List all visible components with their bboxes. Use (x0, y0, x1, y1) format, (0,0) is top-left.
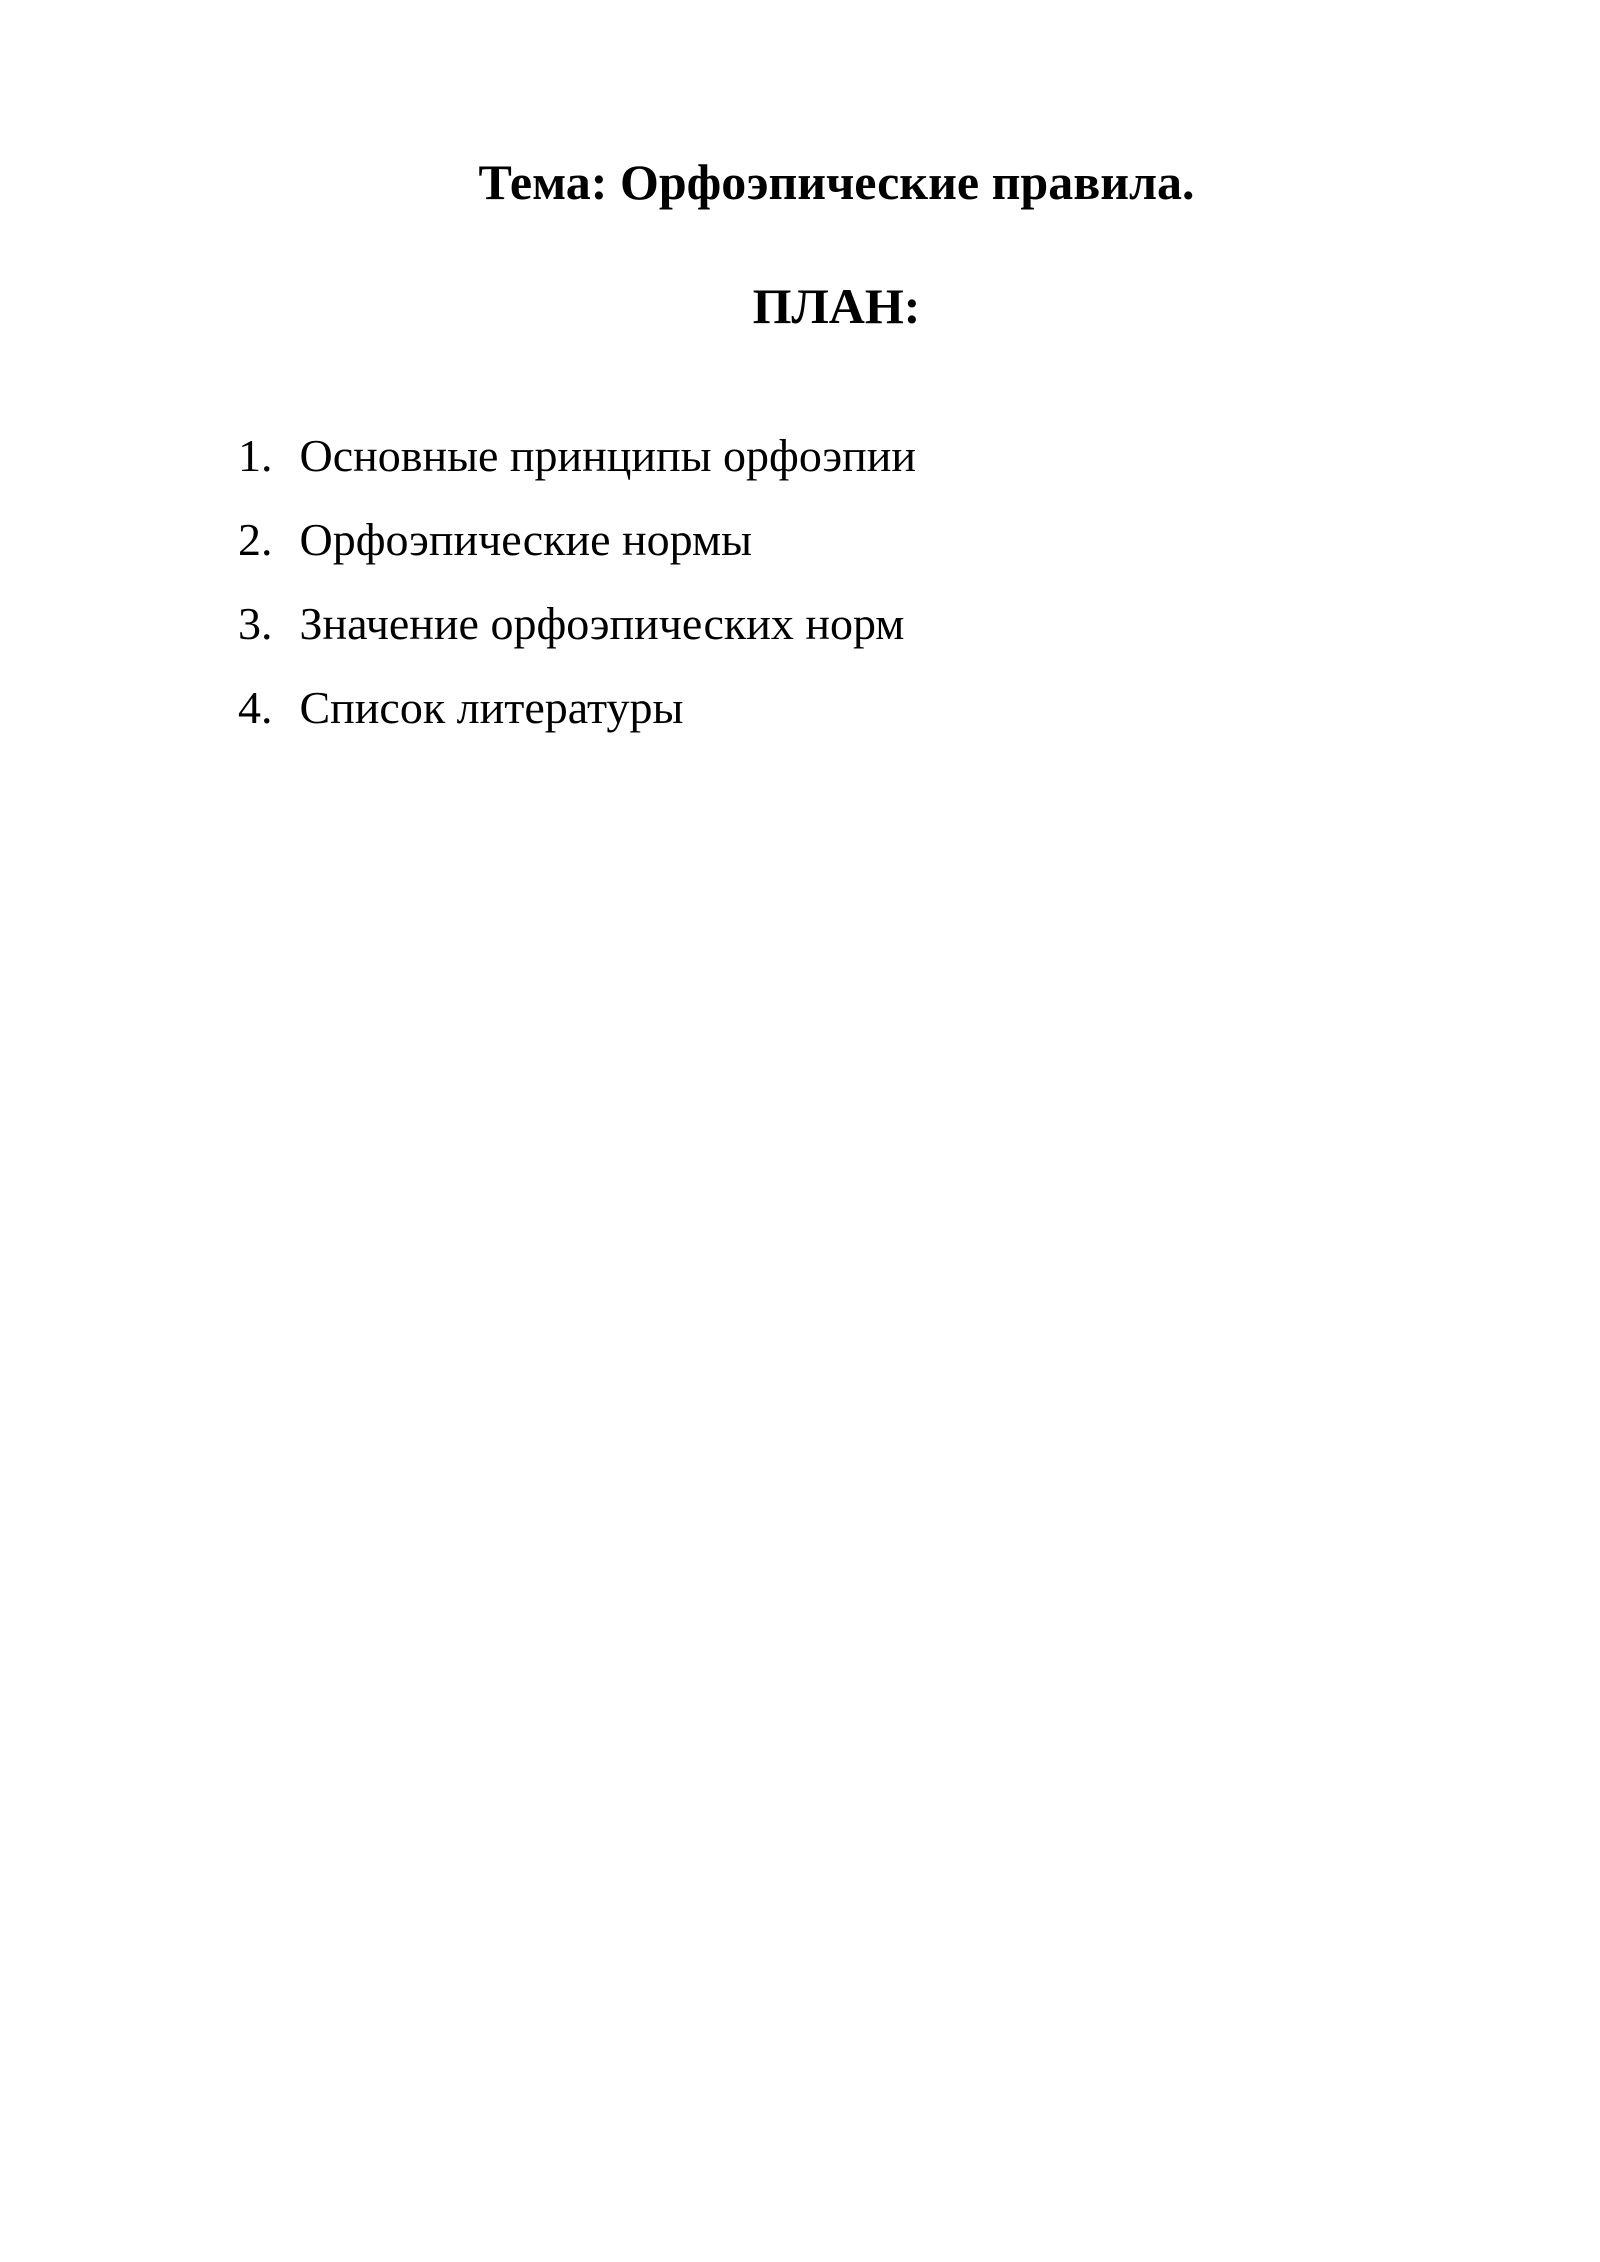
plan-item-text: Орфоэпические нормы (299, 514, 752, 565)
plan-item (238, 680, 916, 736)
plan-item-number: 4. (238, 682, 273, 733)
plan-item-number: 1. (238, 430, 273, 481)
plan-item (238, 512, 916, 568)
plan-item-text: Значение орфоэпических норм (299, 598, 905, 649)
document-title: Тема: Орфоэпические правила. (478, 154, 1195, 210)
plan-item-number: 2. (238, 514, 273, 565)
plan-item-text: Основные принципы орфоэпии (299, 430, 916, 481)
plan-item-number: 3. (238, 598, 273, 649)
plan-item-text: Список литературы (299, 682, 684, 733)
plan-item (238, 428, 916, 484)
plan-list (238, 428, 916, 764)
plan-item (238, 596, 916, 652)
plan-heading: ПЛАН: (752, 278, 921, 334)
